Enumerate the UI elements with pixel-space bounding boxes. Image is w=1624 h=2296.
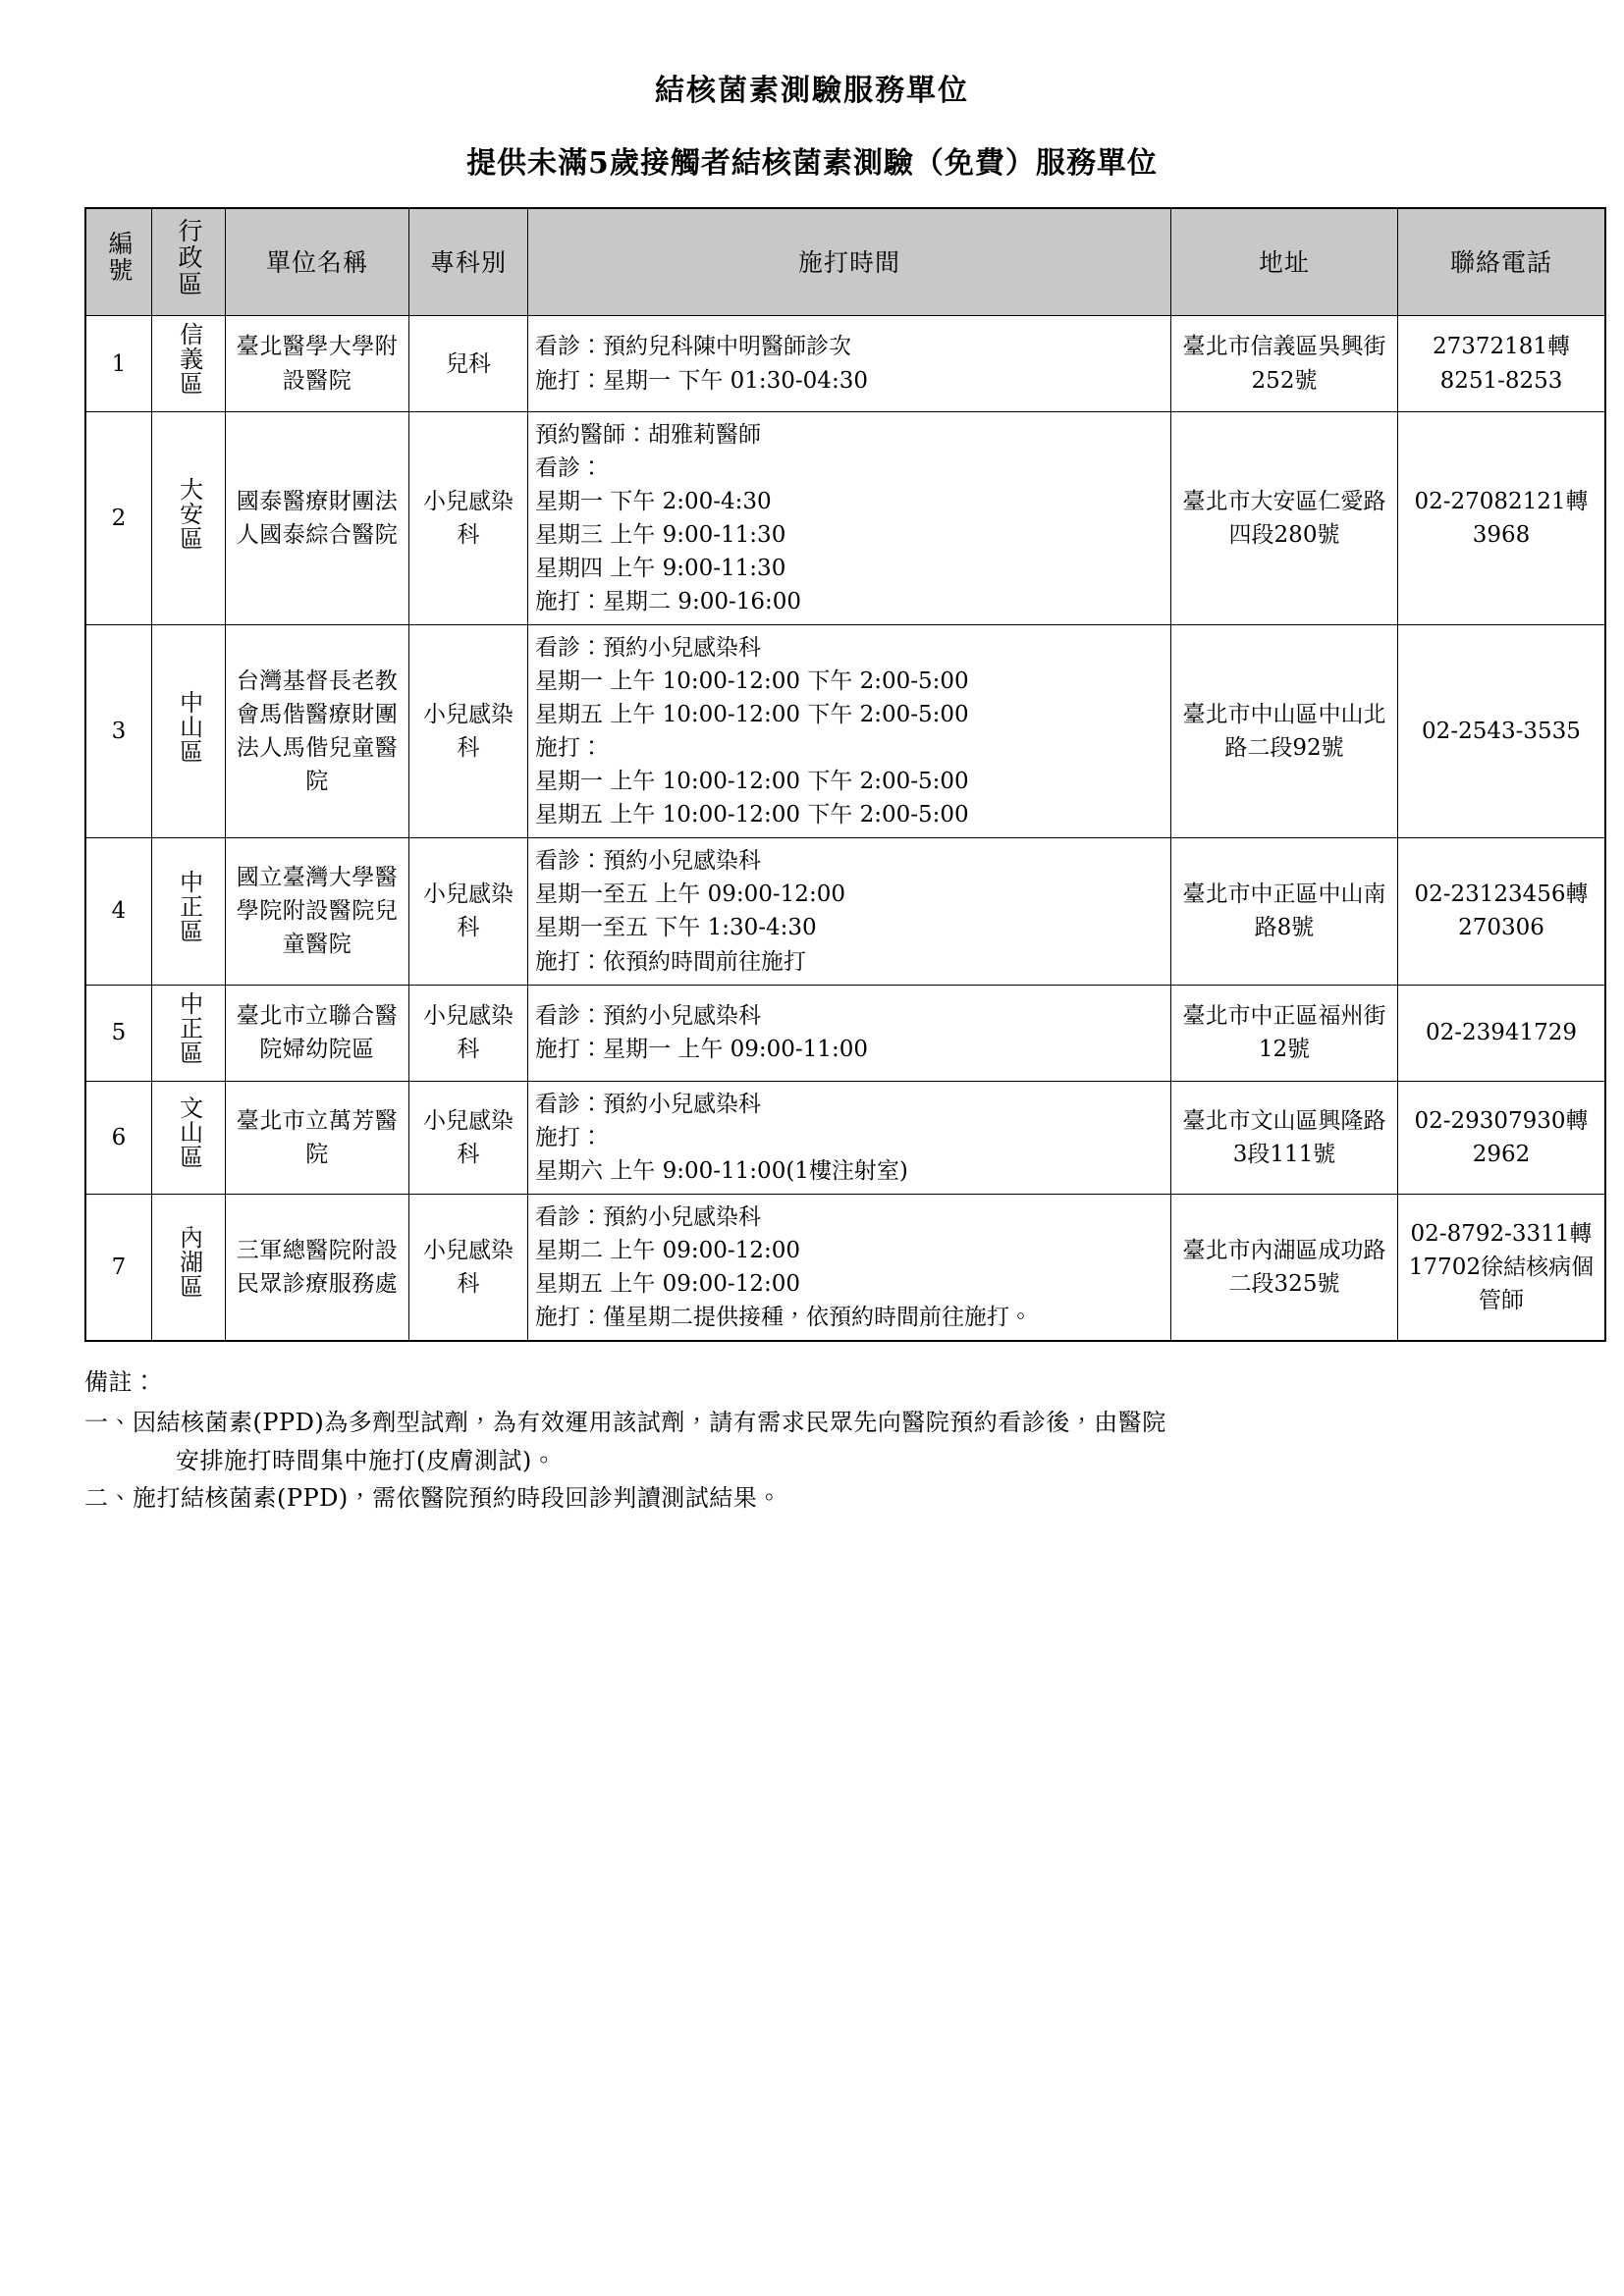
- cell-no: 2: [85, 412, 152, 625]
- cell-schedule: [528, 1194, 1171, 1341]
- schedule-line: 施打：依預約時間前往施打: [535, 948, 806, 975]
- schedule-line: 星期四 上午 9:00-11:30: [535, 556, 786, 582]
- column-header-no-label: 編號: [105, 231, 134, 284]
- cell-specialty: 小兒感染科: [409, 625, 528, 838]
- notes-heading: 備註：: [84, 1367, 157, 1396]
- cell-no: 7: [85, 1194, 152, 1341]
- cell-district: [152, 1081, 226, 1194]
- cell-district: [152, 985, 226, 1081]
- footer-notes: [84, 1363, 1540, 1519]
- page-subtitle: 提供未滿5歲接觸者結核菌素測驗（免費）服務單位: [466, 145, 1158, 181]
- cell-phone: 02-23941729: [1398, 985, 1606, 1081]
- cell-district: [152, 316, 226, 412]
- schedule-line: 星期五 上午 10:00-12:00 下午 2:00-5:00: [535, 802, 969, 828]
- schedule-line: 星期二 上午 09:00-12:00: [535, 1237, 800, 1263]
- cell-schedule: [528, 1081, 1171, 1194]
- schedule-line: 看診：預約小兒感染科: [535, 1091, 761, 1117]
- cell-unit-name: 國立臺灣大學醫學院附設醫院兒童醫院: [226, 838, 409, 985]
- cell-specialty: 小兒感染科: [409, 838, 528, 985]
- cell-address: 臺北市內湖區成功路二段325號: [1171, 1194, 1398, 1341]
- cell-no: 5: [85, 985, 152, 1081]
- note-line: 施打結核菌素(PPD)，需依醫院預約時段回診判讀測試結果。: [133, 1484, 782, 1513]
- schedule-line: 預約醫師：胡雅莉醫師: [535, 422, 761, 449]
- table-row: [85, 316, 1605, 412]
- schedule-line: 施打：僅星期二提供接種，依預約時間前往施打。: [535, 1304, 1032, 1330]
- cell-address: 臺北市中山區中山北路二段92號: [1171, 625, 1398, 838]
- cell-district-label: 大安區: [175, 476, 203, 551]
- note-line: 安排施打時間集中施打(皮膚測試)。: [176, 1446, 557, 1474]
- page-title: 結核菌素測驗服務單位: [655, 74, 969, 108]
- table-row: [85, 1081, 1605, 1194]
- cell-phone: 27372181轉8251-8253: [1398, 316, 1606, 412]
- schedule-line: 星期一 上午 10:00-12:00 下午 2:00-5:00: [535, 769, 969, 795]
- schedule-line: 施打：星期一 上午 09:00-11:00: [535, 1037, 868, 1063]
- cell-no: 4: [85, 838, 152, 985]
- cell-unit-name: 台灣基督長老教會馬偕醫療財團法人馬偕兒童醫院: [226, 625, 409, 838]
- schedule-line: 看診：預約小兒感染科: [535, 848, 761, 875]
- cell-schedule: [528, 316, 1171, 412]
- cell-phone: 02-23123456轉270306: [1398, 838, 1606, 985]
- column-header-district-label: 行政區: [175, 217, 203, 297]
- cell-specialty: 小兒感染科: [409, 412, 528, 625]
- cell-address: 臺北市信義區吳興街252號: [1171, 316, 1398, 412]
- schedule-line: 星期五 上午 09:00-12:00: [535, 1270, 800, 1297]
- table-row: [85, 412, 1605, 625]
- note-body: [133, 1404, 1540, 1480]
- cell-address: 臺北市文山區興隆路3段111號: [1171, 1081, 1398, 1194]
- schedule-line: 施打：: [535, 1124, 603, 1150]
- cell-address: 臺北市中正區中山南路8號: [1171, 838, 1398, 985]
- cell-district-label: 中山區: [175, 689, 203, 764]
- cell-no: 1: [85, 316, 152, 412]
- schedule-line: 看診：預約小兒感染科: [535, 1003, 761, 1030]
- cell-unit-name: 臺北市立萬芳醫院: [226, 1081, 409, 1194]
- table-header: [85, 208, 1605, 316]
- cell-district-label: 中正區: [175, 869, 203, 943]
- cell-phone: 02-27082121轉3968: [1398, 412, 1606, 625]
- cell-schedule: [528, 838, 1171, 985]
- cell-district: [152, 1194, 226, 1341]
- cell-district: [152, 838, 226, 985]
- column-header-district: [152, 208, 226, 316]
- cell-phone: 02-2543-3535: [1398, 625, 1606, 838]
- column-header-schedule: 施打時間: [528, 208, 1171, 316]
- schedule-line: 星期一至五 下午 1:30-4:30: [535, 915, 817, 941]
- schedule-line: 看診：預約小兒感染科: [535, 635, 761, 662]
- schedule-line: 星期一 上午 10:00-12:00 下午 2:00-5:00: [535, 668, 969, 695]
- table-row: [85, 838, 1605, 985]
- cell-unit-name: 臺北醫學大學附設醫院: [226, 316, 409, 412]
- cell-phone: 02-29307930轉2962: [1398, 1081, 1606, 1194]
- cell-unit-name: 臺北市立聯合醫院婦幼院區: [226, 985, 409, 1081]
- schedule-line: 星期一 下午 2:00-4:30: [535, 489, 772, 515]
- schedule-line: 星期一至五 上午 09:00-12:00: [535, 881, 845, 908]
- cell-unit-name: 國泰醫療財團法人國泰綜合醫院: [226, 412, 409, 625]
- schedule-line: 星期五 上午 10:00-12:00 下午 2:00-5:00: [535, 702, 969, 728]
- cell-address: 臺北市大安區仁愛路四段280號: [1171, 412, 1398, 625]
- column-header-address: 地址: [1171, 208, 1398, 316]
- table-row: [85, 625, 1605, 838]
- note-item: [84, 1479, 1540, 1518]
- column-header-unit-name: 單位名稱: [226, 208, 409, 316]
- cell-district: [152, 625, 226, 838]
- cell-district-label: 內湖區: [175, 1225, 203, 1300]
- schedule-line: 看診：: [535, 455, 603, 482]
- table-row: [85, 1194, 1605, 1341]
- schedule-line: 看診：預約小兒感染科: [535, 1203, 761, 1230]
- cell-no: 3: [85, 625, 152, 838]
- table-header-row: [85, 208, 1605, 316]
- cell-specialty: 小兒感染科: [409, 1194, 528, 1341]
- table-row: [85, 985, 1605, 1081]
- cell-district: [152, 412, 226, 625]
- cell-schedule: [528, 412, 1171, 625]
- cell-district-label: 信義區: [175, 322, 203, 396]
- column-header-phone: 聯絡電話: [1398, 208, 1606, 316]
- service-units-table: [84, 207, 1606, 1342]
- schedule-line: 星期三 上午 9:00-11:30: [535, 522, 786, 549]
- schedule-line: 施打：星期一 下午 01:30-04:30: [535, 367, 868, 394]
- cell-specialty: 兒科: [409, 316, 528, 412]
- cell-unit-name: 三軍總醫院附設民眾診療服務處: [226, 1194, 409, 1341]
- cell-district-label: 文山區: [175, 1095, 203, 1170]
- schedule-line: 施打：: [535, 735, 603, 762]
- cell-district-label: 中正區: [175, 990, 203, 1065]
- note-body: [133, 1479, 1540, 1518]
- schedule-line: 看診：預約兒科陳中明醫師診次: [535, 334, 851, 360]
- note-item: [84, 1404, 1540, 1480]
- cell-specialty: 小兒感染科: [409, 985, 528, 1081]
- schedule-line: 星期六 上午 9:00-11:00(1樓注射室): [535, 1157, 908, 1184]
- note-marker: 一、: [84, 1408, 133, 1436]
- cell-phone: 02-8792-3311轉17702徐結核病個管師: [1398, 1194, 1606, 1341]
- notes-list: [84, 1404, 1540, 1519]
- cell-schedule: [528, 985, 1171, 1081]
- note-line: 因結核菌素(PPD)為多劑型試劑，為有效運用該試劑，請有需求民眾先向醫院預約看診後，由醫院: [133, 1408, 1166, 1436]
- cell-address: 臺北市中正區福州街12號: [1171, 985, 1398, 1081]
- note-marker: 二、: [84, 1484, 133, 1513]
- cell-schedule: [528, 625, 1171, 838]
- table-body: [85, 316, 1605, 1341]
- schedule-line: 施打：星期二 9:00-16:00: [535, 589, 802, 615]
- column-header-no: [85, 208, 152, 316]
- cell-no: 6: [85, 1081, 152, 1194]
- column-header-specialty: 專科別: [409, 208, 528, 316]
- cell-specialty: 小兒感染科: [409, 1081, 528, 1194]
